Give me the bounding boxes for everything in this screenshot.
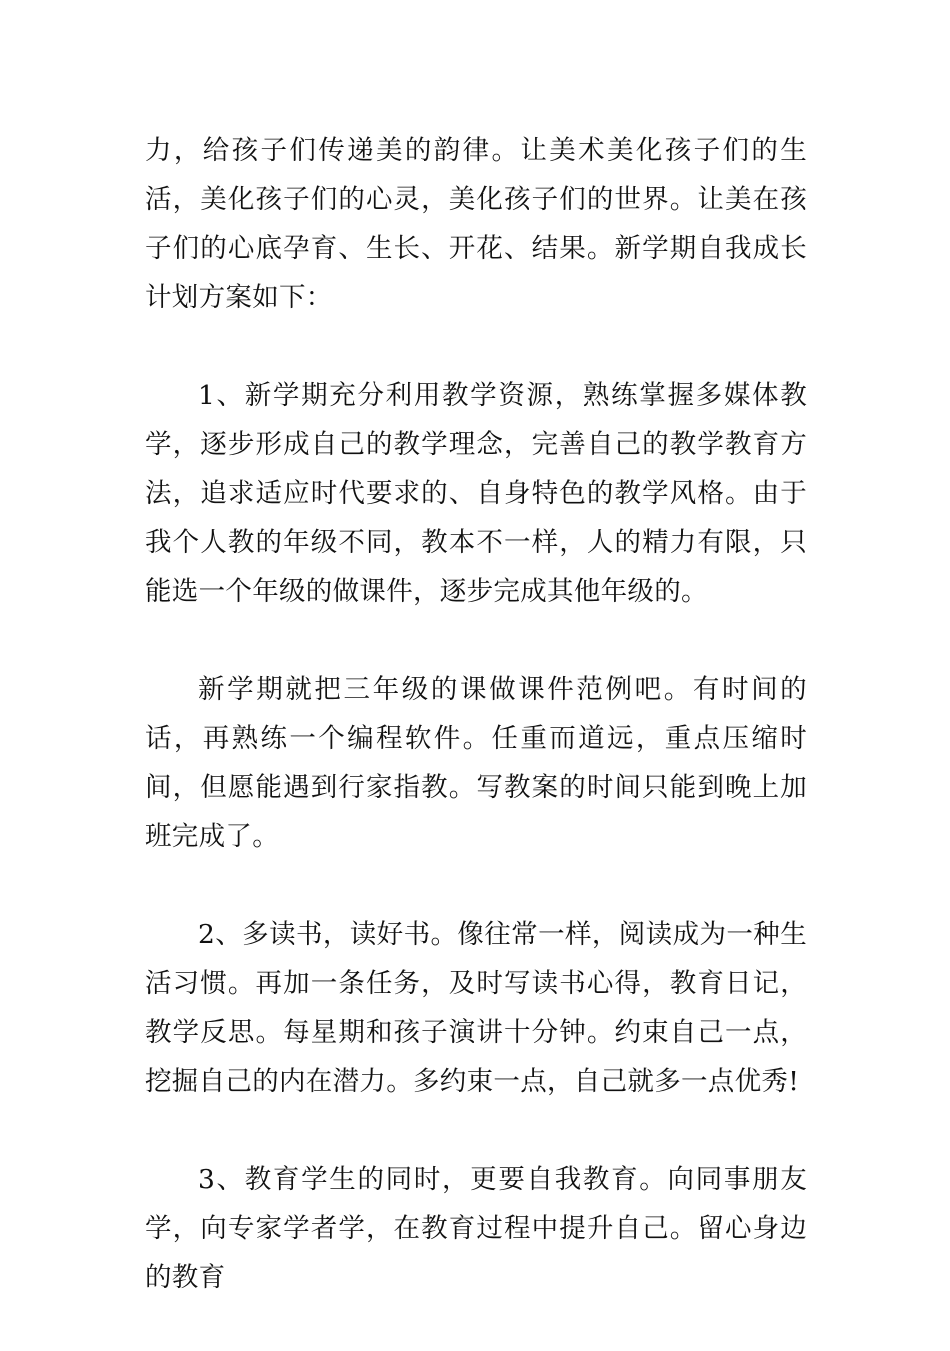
paragraph-item-1-continued: 新学期就把三年级的课做课件范例吧。有时间的话，再熟练一个编程软件。任重而道远，重点压缩时间，但愿能遇到行家指教。写教案的时间只能到晚上加班完成了。 [145,674,807,852]
paragraph-continuation: 力，给孩子们传递美的韵律。让美术美化孩子们的生活，美化孩子们的心灵，美化孩子们的世界。让美在孩子们的心底孕育、生长、开花、结果。新学期自我成长计划方案如下： [145,135,807,313]
paragraph-item-2: 2、多读书，读好书。像往常一样，阅读成为一种生活习惯。再加一条任务，及时写读书心得，教育日记，教学反思。每星期和孩子演讲十分钟。约束自己一点，挖掘自己的内在潜力。多约束一点，自己就多一点优秀! [145,919,807,1097]
paragraph-item-1: 1、新学期充分利用教学资源，熟练掌握多媒体教学，逐步形成自己的教学理念，完善自己的教学教育方法，追求适应时代要求的、自身特色的教学风格。由于我个人教的年级不同，教本不一样，人的精力有限，只能选一个年级的做课件，逐步完成其他年级的。 [145,380,807,607]
paragraph-item-3: 3、教育学生的同时，更要自我教育。向同事朋友学，向专家学者学，在教育过程中提升自己。留心身边的教育 [145,1164,807,1293]
document-body [145,126,807,1351]
